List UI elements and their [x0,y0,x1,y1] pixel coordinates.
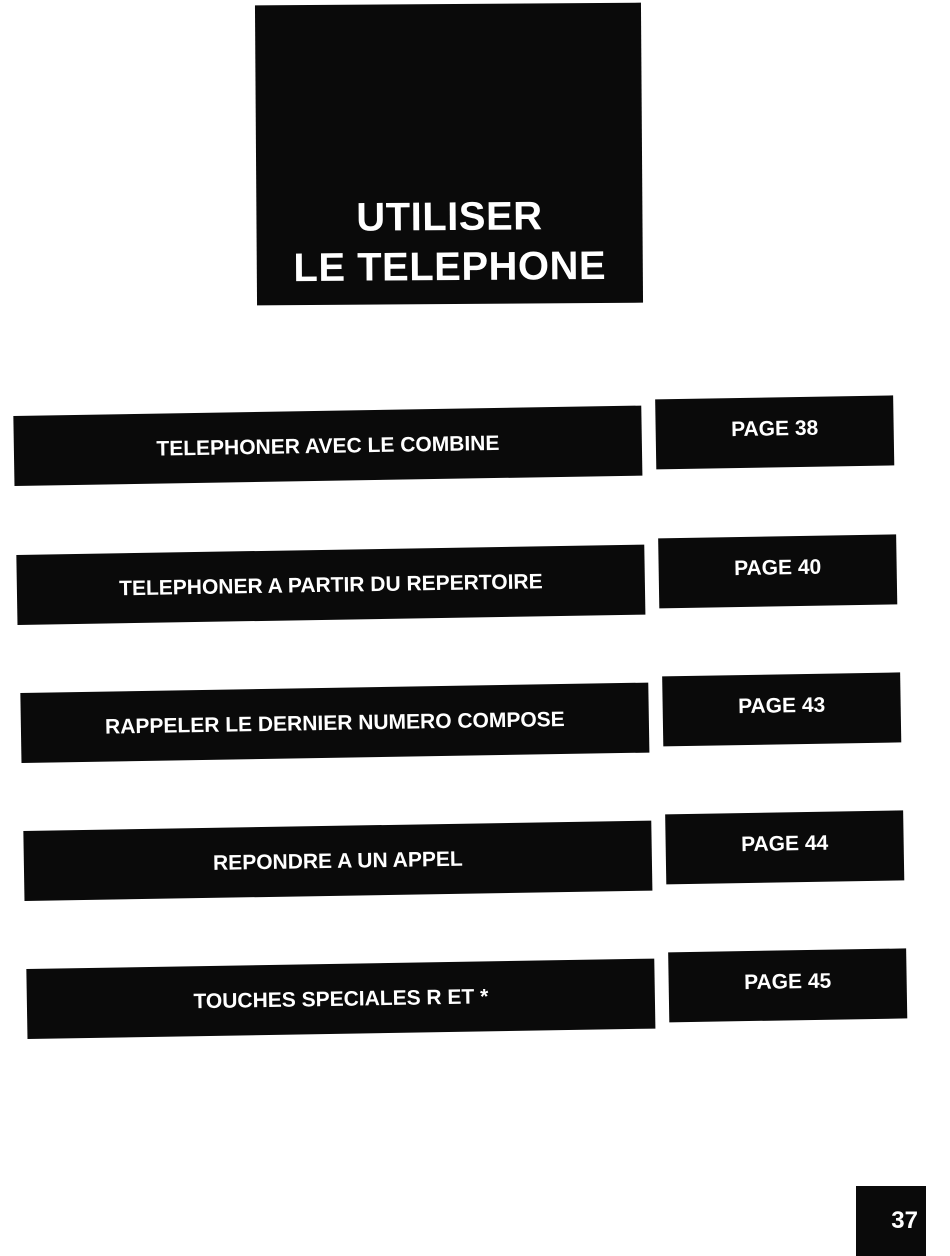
toc-entry [26,969,832,1049]
toc-entry [23,831,829,911]
toc-entry-label: REPONDRE A UN APPEL [23,821,652,901]
page-number: 37 [856,1186,926,1256]
toc-entry-page: PAGE 38 [655,395,894,469]
toc-entry-page: PAGE 40 [658,534,897,608]
toc-entry [20,693,826,773]
toc-entry [13,416,819,496]
toc-entry [16,555,822,635]
toc-entry-label: RAPPELER LE DERNIER NUMERO COMPOSE [20,683,649,763]
toc-entry-label: TELEPHONER A PARTIR DU REPERTOIRE [16,545,645,625]
toc-entry-page: PAGE 44 [665,810,904,884]
chapter-title [256,191,643,294]
chapter-title-line-2: LE TELEPHONE [293,243,607,291]
chapter-title-block [255,3,643,306]
toc-entry-page: PAGE 43 [662,672,901,746]
chapter-title-line-1: UTILISER [356,194,543,240]
toc-entry-label: TELEPHONER AVEC LE COMBINE [13,406,642,486]
toc-entry-page: PAGE 45 [668,948,907,1022]
toc-entry-label: TOUCHES SPECIALES R ET * [26,959,655,1039]
